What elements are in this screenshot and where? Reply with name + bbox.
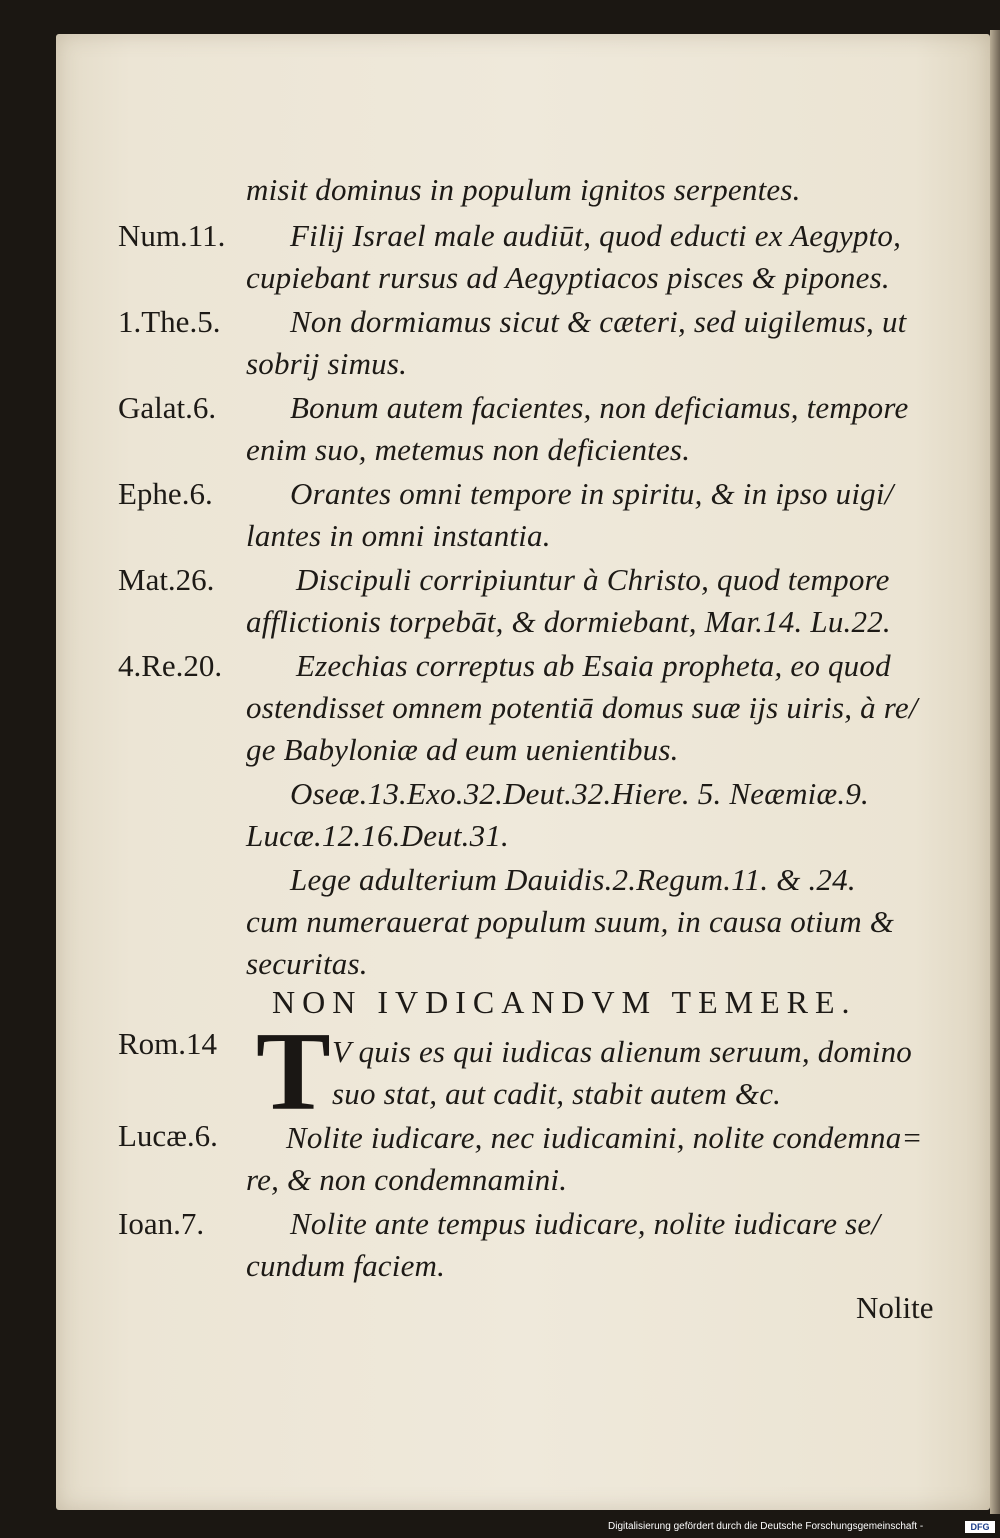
dfg-logo: DFG <box>965 1521 995 1533</box>
text-line: Ezechias correptus ab Esaia propheta, eo quod <box>296 648 891 683</box>
text-line: re, & non condemnamini. <box>246 1162 568 1197</box>
text-line: securitas. <box>246 946 368 981</box>
text-line: lantes in omni instantia. <box>246 518 551 553</box>
text-line: sobrij simus. <box>246 346 408 381</box>
text-line: cundum faciem. <box>246 1248 446 1283</box>
margin-reference: Num.11. <box>118 218 226 253</box>
margin-reference: Lucæ.6. <box>118 1118 218 1153</box>
text-line: Lege adulterium Dauidis.2.Regum.11. & .24. <box>290 862 856 897</box>
text-line: Nolite iudicare, nec iudicamini, nolite condemna= <box>286 1120 923 1155</box>
section-heading: NON IVDICANDVM TEMERE. <box>272 984 857 1020</box>
drop-capital: T <box>256 1010 331 1134</box>
book-page <box>56 34 990 1510</box>
margin-reference: Galat.6. <box>118 390 217 425</box>
margin-reference: Ioan.7. <box>118 1206 205 1241</box>
text-line: cupiebant rursus ad Aegyptiacos pisces & pipones. <box>246 260 890 295</box>
margin-reference: 4.Re.20. <box>118 648 223 683</box>
text-line: misit dominus in populum ignitos serpentes. <box>246 172 801 207</box>
digitization-credit: Digitalisierung gefördert durch die Deutsche Forschungsgemeinschaft - <box>608 1521 924 1532</box>
text-line: Lucæ.12.16.Deut.31. <box>246 818 509 853</box>
catchword: Nolite <box>856 1290 934 1325</box>
text-line: Discipuli corripiuntur à Christo, quod tempore <box>296 562 890 597</box>
text-line: Non dormiamus sicut & cæteri, sed uigilemus, ut <box>290 304 907 339</box>
text-line: Nolite ante tempus iudicare, nolite iudicare se/ <box>290 1206 881 1241</box>
text-line: Bonum autem facientes, non deficiamus, tempore <box>290 390 909 425</box>
text-line: Oseæ.13.Exo.32.Deut.32.Hiere. 5. Neæmiæ.9. <box>290 776 869 811</box>
text-line: suo stat, aut cadit, stabit autem &c. <box>332 1076 782 1111</box>
text-line: afflictionis torpebāt, & dormiebant, Mar.14. Lu.22. <box>246 604 891 639</box>
margin-reference: 1.The.5. <box>118 304 221 339</box>
page-edge <box>990 30 1000 1514</box>
text-line: V quis es qui iudicas alienum seruum, domino <box>332 1034 912 1069</box>
text-line: ge Babyloniæ ad eum uenientibus. <box>246 732 679 767</box>
text-line: enim suo, metemus non deficientes. <box>246 432 691 467</box>
margin-reference: Mat.26. <box>118 562 215 597</box>
margin-reference: Ephe.6. <box>118 476 213 511</box>
margin-reference: Rom.14 <box>118 1026 218 1061</box>
text-line: cum numerauerat populum suum, in causa otium & <box>246 904 895 939</box>
text-line: Filij Israel male audiūt, quod educti ex Aegypto, <box>290 218 902 253</box>
text-line: ostendisset omnem potentiā domus suæ ijs uiris, à re/ <box>246 690 918 725</box>
text-line: Orantes omni tempore in spiritu, & in ipso uigi/ <box>290 476 894 511</box>
